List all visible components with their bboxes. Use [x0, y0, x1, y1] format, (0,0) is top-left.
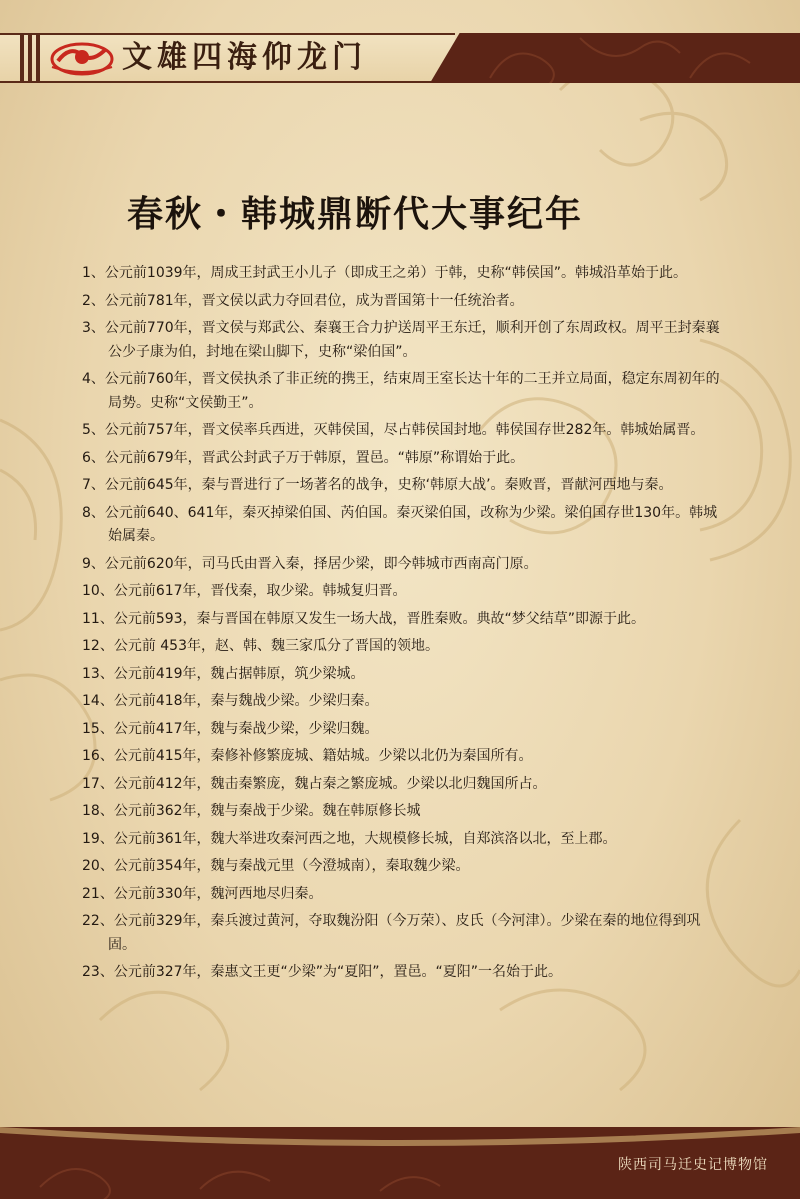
page-title: 春秋・韩城鼎断代大事纪年 [126, 194, 583, 235]
list-item: 10、公元前617年，晋伐秦，取少梁。韩城复归晋。 [82, 583, 407, 599]
list-item: 20、公元前354年，魏与秦战元里（今澄城南），秦取魏少梁。 [82, 858, 470, 874]
list-item: 23、公元前327年，秦惠文王更“少梁”为“夏阳”，置邑。“夏阳”一名始于此。 [82, 964, 563, 980]
list-item: 9、公元前620年，司马氏由晋入秦，择居少梁，即今韩城市西南高门原。 [82, 555, 538, 572]
header-band [0, 33, 800, 83]
footer-band [0, 1127, 800, 1199]
list-item: 18、公元前362年，魏与秦战于少梁。魏在韩原修长城 [82, 803, 421, 819]
header-pattern [430, 33, 800, 83]
list-item: 6、公元前679年，晋武公封武子万于韩原，置邑。“韩原”称谓始于此。 [82, 449, 525, 466]
list-item: 13、公元前419年，魏占据韩原，筑少梁城。 [82, 665, 365, 682]
list-item: 19、公元前361年，魏大举进攻秦河西之地，大规模修长城，自郑滨洛以北，至上郡。 [82, 830, 617, 847]
footer-institution: 陕西司马迁史记博物馆 [618, 1157, 768, 1173]
header-title: 文雄四海仰龙门 [122, 40, 367, 75]
list-item: 15、公元前417年，魏与秦战少梁，少梁归魏。 [82, 720, 379, 737]
list-item: 17、公元前412年，魏击秦繁庞，魏占秦之繁庞城。少梁以北归魏国所占。 [82, 775, 547, 792]
list-item: 4、公元前760年，晋文侯执杀了非正统的携王，结束周王室长达十年的二王并立局面，稳定东周初年的局势。史称“文侯勤王”。 [82, 371, 720, 411]
list-item: 21、公元前330年，魏河西地尽归秦。 [82, 885, 323, 902]
list-item: 5、公元前757年，晋文侯率兵西进，灭韩侯国，尽占韩侯国封地。韩侯国存世282年。韩城始属晋。 [82, 422, 705, 438]
list-item: 7、公元前645年，秦与晋进行了一场著名的战争，史称‘韩原大战’。秦败晋，晋献河西地与秦。 [82, 477, 673, 493]
list-item: 3、公元前770年，晋文侯与郑武公、秦襄王合力护送周平王东迁，顺利开创了东周政权。周平王封秦襄公少子康为伯，封地在梁山脚下，史称“梁伯国”。 [82, 320, 720, 360]
list-item: 12、公元前 453年，赵、韩、魏三家瓜分了晋国的领地。 [82, 638, 439, 654]
list-item: 14、公元前418年，秦与魏战少梁。少梁归秦。 [82, 693, 379, 709]
list-item: 22、公元前329年，秦兵渡过黄河，夺取魏汾阳（今万荣）、皮氏（今河津）。少梁在秦的地位得到巩固。 [82, 913, 701, 953]
red-dragon-seal-icon [48, 37, 116, 79]
list-item: 16、公元前415年，秦修补修繁庞城、籍姑城。少梁以北仍为秦国所有。 [82, 748, 533, 764]
list-item: 2、公元前781年，晋文侯以武力夺回君位，成为晋国第十一任统治者。 [82, 292, 524, 309]
header-stripes [18, 35, 44, 81]
header-right-panel [430, 33, 800, 83]
list-item: 1、公元前1039年，周成王封武王小儿子（即成王之弟）于韩，史称“韩侯国”。韩城沿革始于此。 [82, 265, 688, 281]
event-list [82, 262, 722, 989]
list-item: 8、公元前640、641年，秦灭掉梁伯国、芮伯国。秦灭梁伯国，改称为少梁。梁伯国存世130年。韩城始属秦。 [82, 504, 718, 544]
list-item: 11、公元前593，秦与晋国在韩原又发生一场大战，晋胜秦败。典故“梦父结草”即源于此。 [82, 610, 646, 627]
